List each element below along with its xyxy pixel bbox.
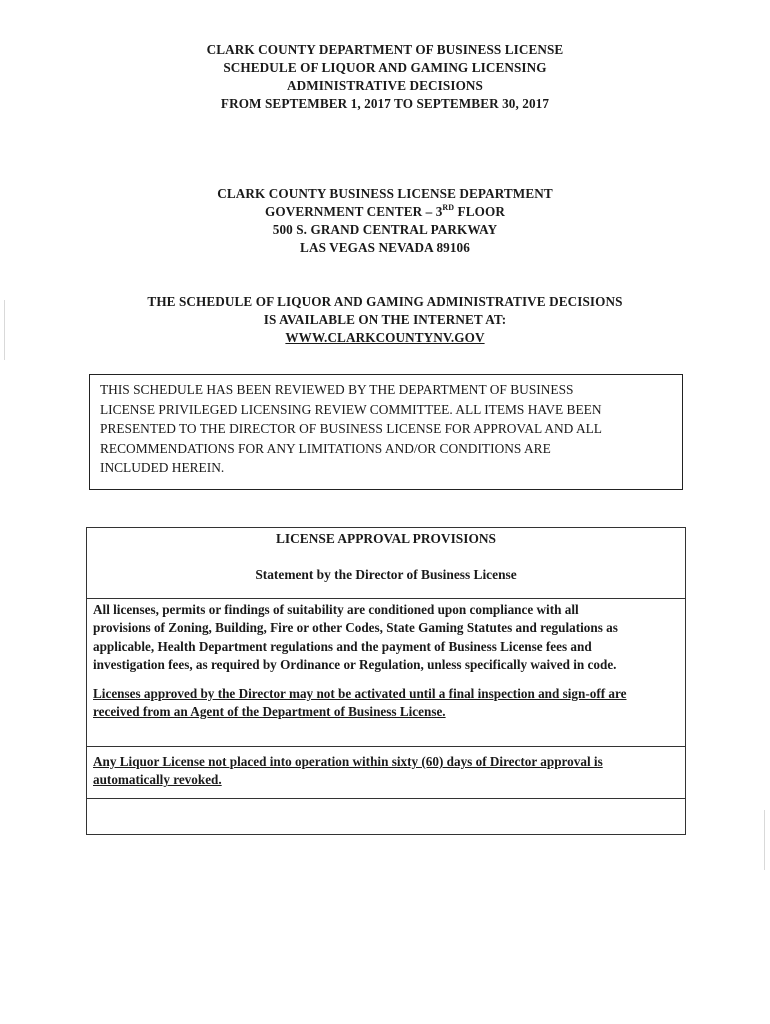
revocation-line: Any Liquor License not placed into operation within sixty (60) days of Director approval is bbox=[93, 754, 603, 769]
title-line: CLARK COUNTY DEPARTMENT OF BUSINESS LICENSE bbox=[206, 42, 564, 57]
review-notice-line: PRESENTED TO THE DIRECTOR OF BUSINESS LICENSE FOR APPROVAL AND ALL bbox=[100, 421, 602, 437]
city-state-zip: LAS VEGAS NEVADA 89106 bbox=[300, 240, 470, 255]
street-address: 500 S. GRAND CENTRAL PARKWAY bbox=[272, 222, 498, 237]
activation-line: received from an Agent of the Department of Business License. bbox=[93, 704, 446, 720]
provisions-header-row bbox=[87, 528, 685, 599]
floor-ordinal: RD bbox=[442, 203, 455, 212]
provisions-conditions-row bbox=[87, 599, 685, 747]
url-wrapper bbox=[0, 329, 770, 347]
floor-prefix: GOVERNMENT CENTER – 3 bbox=[265, 204, 443, 219]
provisions-empty-row bbox=[87, 799, 685, 834]
review-notice-line: INCLUDED HEREIN. bbox=[100, 460, 225, 476]
internet-line-1: THE SCHEDULE OF LIQUOR AND GAMING ADMINISTRATIVE DECISIONS bbox=[147, 294, 623, 309]
title-line: SCHEDULE OF LIQUOR AND GAMING LICENSING bbox=[223, 60, 547, 75]
scan-edge-mark bbox=[764, 810, 765, 870]
conditions-line: investigation fees, as required by Ordinance or Regulation, unless specifically waived in code. bbox=[93, 657, 617, 673]
activation-line: Licenses approved by the Director may not be activated until a final inspection and sign-off are bbox=[93, 685, 627, 701]
floor-suffix: FLOOR bbox=[454, 204, 505, 219]
license-approval-provisions-table bbox=[86, 527, 686, 835]
provisions-subtitle: Statement by the Director of Business License bbox=[255, 567, 517, 582]
review-notice-box bbox=[89, 374, 683, 490]
internet-availability bbox=[0, 293, 770, 347]
review-notice-line: THIS SCHEDULE HAS BEEN REVIEWED BY THE DEPARTMENT OF BUSINESS bbox=[100, 382, 574, 397]
conditions-line: provisions of Zoning, Building, Fire or other Codes, State Gaming Statutes and regulations as bbox=[93, 620, 618, 636]
title-line: ADMINISTRATIVE DECISIONS bbox=[287, 78, 483, 93]
department-name: CLARK COUNTY BUSINESS LICENSE DEPARTMENT bbox=[217, 186, 553, 201]
provisions-revocation-row bbox=[87, 747, 685, 799]
title-line: FROM SEPTEMBER 1, 2017 TO SEPTEMBER 30, 2017 bbox=[220, 96, 550, 111]
floor-line bbox=[0, 203, 770, 221]
document-title bbox=[0, 41, 770, 113]
department-address bbox=[0, 185, 770, 257]
review-notice-line: RECOMMENDATIONS FOR ANY LIMITATIONS AND/OR CONDITIONS ARE bbox=[100, 440, 551, 456]
conditions-line: All licenses, permits or findings of suitability are conditioned upon compliance with all bbox=[93, 602, 579, 617]
website-link[interactable]: WWW.CLARKCOUNTYNV.GOV bbox=[285, 330, 485, 345]
scan-edge-mark bbox=[4, 300, 5, 360]
internet-line-2: IS AVAILABLE ON THE INTERNET AT: bbox=[263, 312, 507, 327]
conditions-line: applicable, Health Department regulations and the payment of Business License fees and bbox=[93, 638, 592, 654]
review-notice-line: LICENSE PRIVILEGED LICENSING REVIEW COMMITTEE. ALL ITEMS HAVE BEEN bbox=[100, 401, 602, 417]
provisions-title: LICENSE APPROVAL PROVISIONS bbox=[275, 531, 496, 546]
revocation-line: automatically revoked. bbox=[93, 772, 222, 788]
